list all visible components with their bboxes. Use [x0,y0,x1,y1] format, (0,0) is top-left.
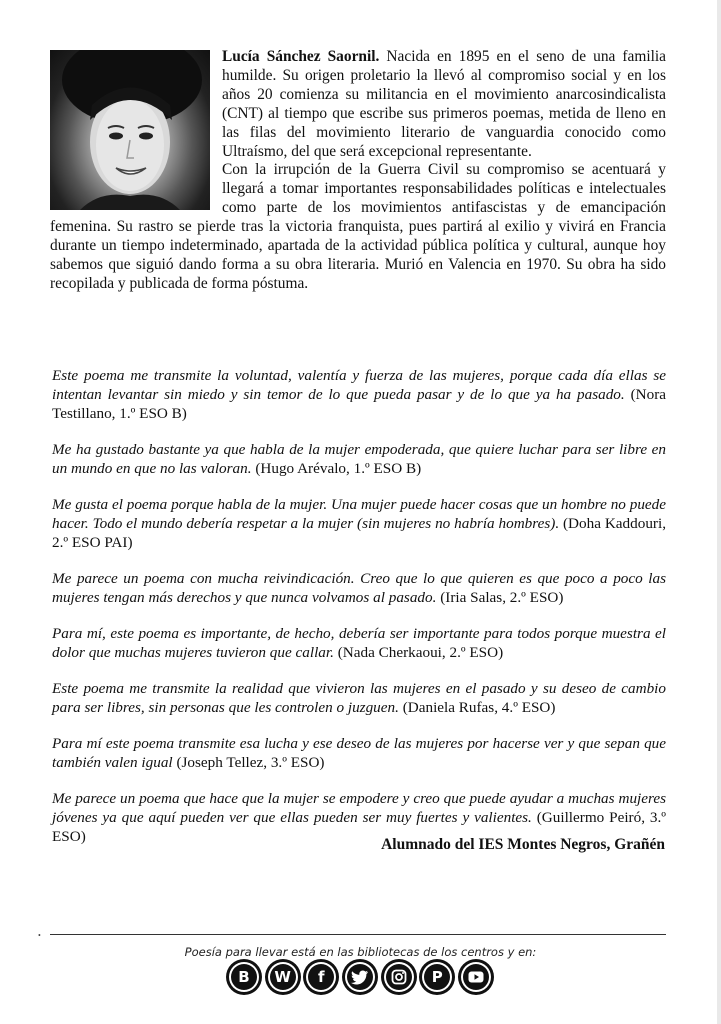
blogger-icon[interactable]: B [229,962,259,992]
comment-author: (Iria Salas, 2.º ESO) [436,589,564,606]
comment-3: Me gusta el poema porque habla de la mujer. Una mujer puede hacer cosas que un hombre no puede hacer. Todo el mundo debería respetar a la mujer (sin mujeres no habría hombres). (Doha Kaddouri, 2.º ESO PAI) [52,496,666,551]
author-name: Lucía Sánchez Saornil. [222,48,380,65]
comment-1: Este poema me transmite la voluntad, valentía y fuerza de las mujeres, porque cada día ellas se intentan levantar sin miedo y sin temor de lo que pueda pasar y de lo que ya ha pasado. (Nora Testillano, 1.º ESO B) [52,367,666,422]
comment-4: Me parece un poema con mucha reivindicación. Creo que lo que quieren es que poco a poco las mujeres tengan más derechos y que nunca volvamos al pasado. (Iria Salas, 2.º ESO) [52,570,666,606]
comment-author: (Nada Cherkaoui, 2.º ESO) [333,644,504,661]
youtube-icon[interactable] [461,962,491,992]
signature: Alumnado del IES Montes Negros, Grañén [381,836,665,853]
comment-2: Me ha gustado bastante ya que habla de la mujer empoderada, que quiere luchar para ser libre en un mundo en que no las valoran. (Hugo Arévalo, 1.º ESO B) [52,441,666,477]
comment-author: (Doha Kaddouri, 2.º ESO PAI) [52,515,666,551]
instagram-icon[interactable] [384,962,414,992]
author-bio [50,48,666,294]
comment-author: (Guillermo Peiró, 3.º ESO) [52,809,666,845]
bullet-dot: • [38,931,41,940]
student-comments [52,366,666,863]
comment-author: (Daniela Rufas, 4.º ESO) [398,699,556,716]
comment-author: (Nora Testillano, 1.º ESO B) [52,386,666,422]
bio-paragraph-2: Con la irrupción de la Guerra Civil su compromiso se acentuará y llegará a tomar importantes responsabilidades políticas e intelectuales como parte de los movimientos antifascistas y de emancipación femenina. Su rastro se pierde tras la victoria franquista, pues partirá al exilio y vivirá en Francia durante un tiempo indeterminado, apartada de la actividad pública política y cultural, aunque hoy sabemos que siguió dando forma a su obra literaria. Murió en Valencia en 1970. Su obra ha sido recopilada y publicada de forma póstuma. [50,161,666,292]
footer-text: Poesía para llevar está en las bibliotecas de los centros y en: [184,945,537,959]
footer-divider [50,934,666,935]
page-edge [717,0,721,1024]
comment-5: Para mí, este poema es importante, de hecho, debería ser importante para todos porque muestra el dolor que muchas mujeres tuvieron que callar. (Nada Cherkaoui, 2.º ESO) [52,625,666,661]
pinterest-icon[interactable]: P [422,962,452,992]
comment-author: (Hugo Arévalo, 1.º ESO B) [251,460,422,477]
comment-author: (Joseph Tellez, 3.º ESO) [172,754,325,771]
facebook-icon[interactable]: f [306,962,336,992]
comment-8: Me parece un poema que hace que la mujer se empodere y creo que puede ayudar a muchas mujeres jóvenes ya que aquí pueden ver que ellas pueden ser muy fuertes y valientes. (Guillermo Peiró, 3.º ESO) [52,790,666,845]
comment-7: Para mí este poema transmite esa lucha y ese deseo de las mujeres por hacerse ver y que sepan que también valen igual (Joseph Tellez, 3.º ESO) [52,735,666,771]
twitter-icon[interactable] [345,962,375,992]
bio-paragraph-1: Nacida en 1895 en el seno de una familia humilde. Su origen proletario la llevó al compromiso social y en los años 20 comienza su militancia en el movimiento anarcosindicalista (CNT) al tiempo que escribe sus primeros poemas, metida de lleno en las filas del movimiento literario de vanguardia conocido como Ultraísmo, del que será excepcional representante. [222,48,667,160]
social-links [229,962,491,996]
wordpress-icon[interactable]: W [268,962,298,992]
author-portrait [50,50,210,210]
comment-6: Este poema me transmite la realidad que vivieron las mujeres en el pasado y su deseo de cambio para ser libres, sin personas que les controlen o juzguen. (Daniela Rufas, 4.º ESO) [52,680,666,716]
